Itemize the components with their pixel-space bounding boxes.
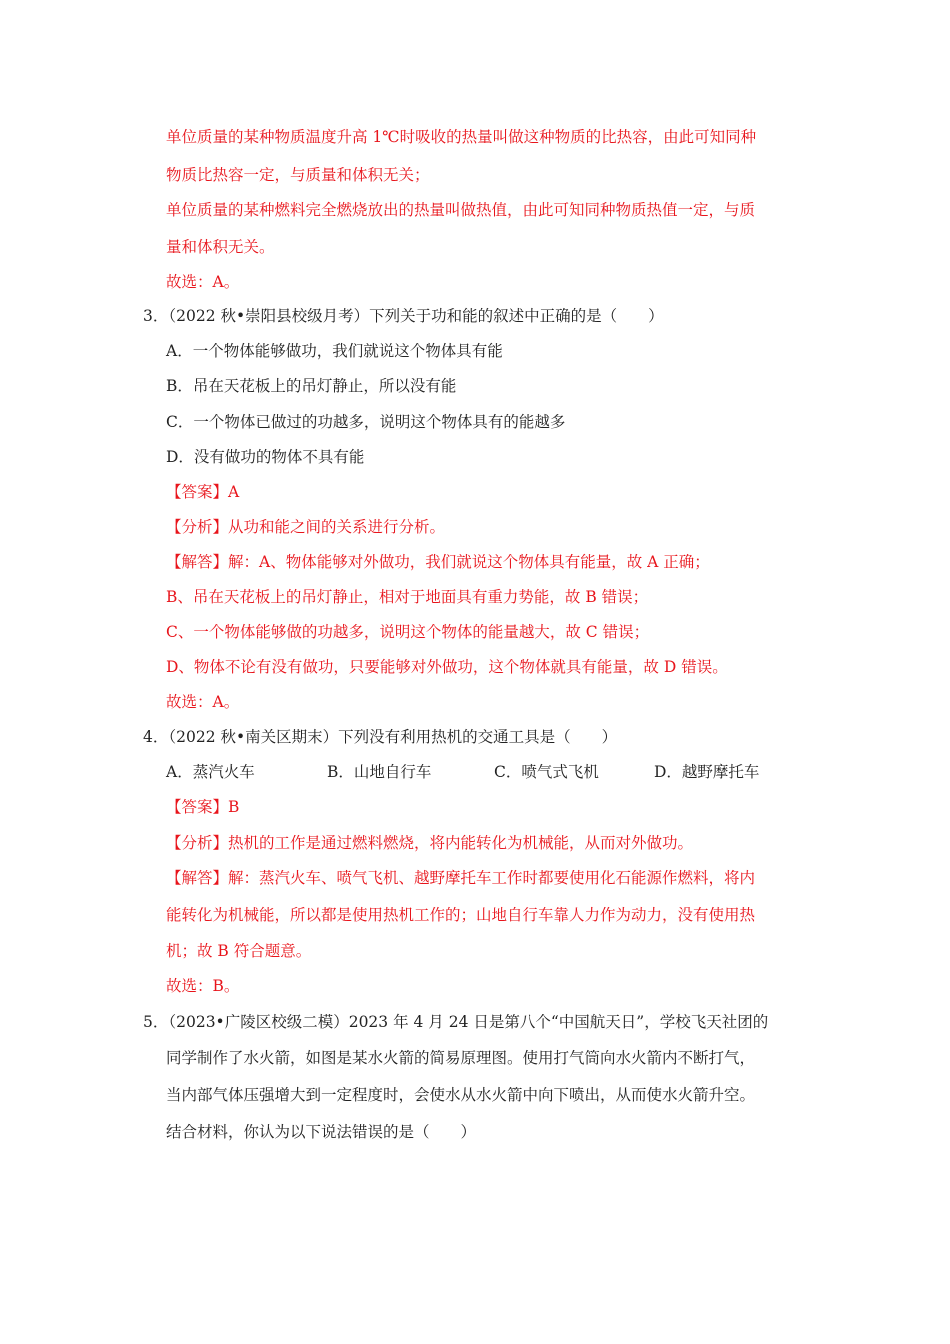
q3-option-b: B．吊在天花板上的吊灯静止，所以没有能: [166, 377, 457, 395]
q3-solution-line-3: C、一个物体能够做的功越多，说明这个物体的能量越大，故 C 错误；: [166, 623, 650, 641]
q4-choice: 故选：B。: [166, 977, 240, 995]
q3-solution-line-2: B、吊在天花板上的吊灯静止，相对于地面具有重力势能，故 B 错误；: [166, 588, 649, 606]
q3-solution-line-1: 【解答】解：A、物体能够对外做功，我们就说这个物体具有能量，故 A 正确；: [166, 553, 710, 571]
q2-solution-line-1: 单位质量的某种物质温度升高 1℃时吸收的热量叫做这种物质的比热容，由此可知同种: [166, 128, 757, 146]
q5-stem-line-4: 结合材料，你认为以下说法错误的是（ ）: [166, 1123, 477, 1141]
q3-solution-line-4: D、物体不论有没有做功，只要能够对外做功，这个物体就具有能量，故 D 错误。: [166, 658, 728, 676]
q4-solution-line-3: 机；故 B 符合题意。: [166, 942, 312, 960]
q3-stem: 3．（2022 秋•崇阳县校级月考）下列关于功和能的叙述中正确的是（ ）: [143, 307, 664, 325]
q5-stem-line-1: 5．（2023•广陵区校级二模）2023 年 4 月 24 日是第八个“中国航天日”，学校飞天社团的: [143, 1013, 769, 1031]
q3-option-c: C．一个物体已做过的功越多，说明这个物体具有的能越多: [166, 413, 566, 431]
q4-option-d: D．越野摩托车: [654, 763, 760, 781]
q4-option-a: A．蒸汽火车: [166, 763, 255, 781]
q2-solution-line-2: 物质比热容一定，与质量和体积无关；: [166, 166, 430, 184]
q3-choice: 故选：A。: [166, 693, 240, 711]
q2-solution-line-4: 量和体积无关。: [166, 238, 275, 256]
q5-stem-line-3: 当内部气体压强增大到一定程度时，会使水从水火箭中向下喷出，从而使水火箭升空。: [166, 1086, 756, 1104]
q2-choice: 故选：A。: [166, 273, 240, 291]
q4-solution-line-2: 能转化为机械能，所以都是使用热机工作的；山地自行车靠人力作为动力，没有使用热: [166, 906, 756, 924]
q4-option-b: B．山地自行车: [327, 763, 432, 781]
q5-stem-line-2: 同学制作了水火箭，如图是某水火箭的简易原理图。使用打气筒向水火箭内不断打气，: [166, 1049, 756, 1067]
q3-option-d: D．没有做功的物体不具有能: [166, 448, 365, 466]
q3-analysis: 【分析】从功和能之间的关系进行分析。: [166, 518, 446, 536]
q3-answer: 【答案】A: [166, 483, 240, 501]
q4-stem: 4．（2022 秋•南关区期末）下列没有利用热机的交通工具是（ ）: [143, 728, 618, 746]
q4-option-c: C．喷气式飞机: [494, 763, 599, 781]
q4-solution-line-1: 【解答】解：蒸汽火车、喷气飞机、越野摩托车工作时都要使用化石能源作燃料，将内: [166, 869, 756, 887]
q4-analysis: 【分析】热机的工作是通过燃料燃烧，将内能转化为机械能，从而对外做功。: [166, 834, 694, 852]
q3-option-a: A．一个物体能够做功，我们就说这个物体具有能: [166, 342, 503, 360]
q2-solution-line-3: 单位质量的某种燃料完全燃烧放出的热量叫做热值，由此可知同种物质热值一定，与质: [166, 201, 756, 219]
q4-answer: 【答案】B: [166, 798, 240, 816]
